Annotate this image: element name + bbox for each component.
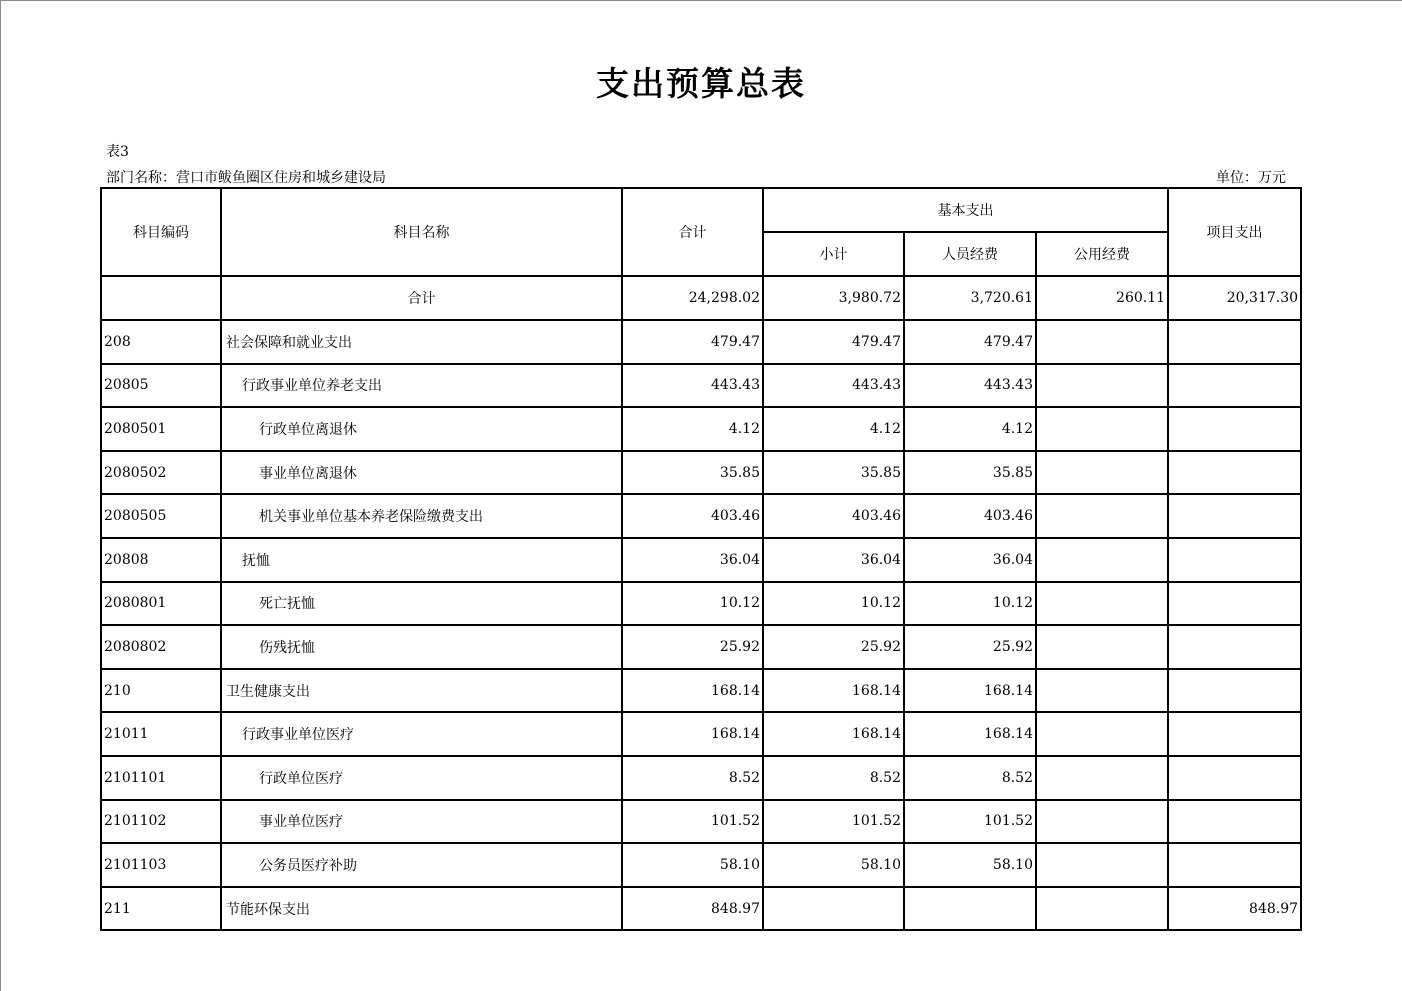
cell-subtotal: 25.92: [763, 625, 904, 669]
cell-code: 2080502: [101, 451, 221, 495]
cell-name: 机关事业单位基本养老保险缴费支出: [221, 494, 622, 538]
cell-project: [1168, 451, 1301, 495]
cell-code: 2080802: [101, 625, 221, 669]
budget-table: [100, 187, 1302, 931]
cell-name: 伤残抚恤: [221, 625, 622, 669]
cell-project: [1168, 364, 1301, 408]
cell-subtotal: 168.14: [763, 712, 904, 756]
cell-project: [1168, 407, 1301, 451]
cell-public: [1036, 756, 1168, 800]
cell-public: [1036, 407, 1168, 451]
cell-personnel: 479.47: [904, 320, 1036, 364]
cell-public: [1036, 494, 1168, 538]
cell-code: 2101103: [101, 843, 221, 887]
table-row: [101, 538, 1301, 582]
cell-name: 事业单位离退休: [221, 451, 622, 495]
table-row: [101, 407, 1301, 451]
cell-name: 社会保障和就业支出: [221, 320, 622, 364]
cell-subtotal: [763, 887, 904, 931]
cell-subtotal: 58.10: [763, 843, 904, 887]
cell-personnel: [904, 887, 1036, 931]
table-row: [101, 582, 1301, 626]
frame-border-left: [0, 0, 1, 991]
total-code: [101, 276, 221, 320]
cell-public: [1036, 538, 1168, 582]
cell-subtotal: 10.12: [763, 582, 904, 626]
cell-total: 4.12: [622, 407, 763, 451]
cell-name: 死亡抚恤: [221, 582, 622, 626]
cell-total: 25.92: [622, 625, 763, 669]
cell-project: [1168, 582, 1301, 626]
total-row: [101, 276, 1301, 320]
header-basic: 基本支出: [763, 188, 1168, 232]
cell-personnel: 58.10: [904, 843, 1036, 887]
cell-personnel: 35.85: [904, 451, 1036, 495]
cell-code: 2101102: [101, 800, 221, 844]
cell-name: 行政事业单位医疗: [221, 712, 622, 756]
table-row: [101, 451, 1301, 495]
table-row: [101, 364, 1301, 408]
cell-project: [1168, 712, 1301, 756]
cell-code: 2080501: [101, 407, 221, 451]
table-row: [101, 843, 1301, 887]
table-row: [101, 800, 1301, 844]
cell-code: 2080801: [101, 582, 221, 626]
cell-total: 8.52: [622, 756, 763, 800]
cell-personnel: 8.52: [904, 756, 1036, 800]
total-subtotal: 3,980.72: [763, 276, 904, 320]
cell-total: 848.97: [622, 887, 763, 931]
table-row: [101, 887, 1301, 931]
cell-subtotal: 403.46: [763, 494, 904, 538]
table-number: 表3: [106, 144, 129, 160]
unit-label: 单位：万元: [1216, 170, 1286, 186]
total-total: 24,298.02: [622, 276, 763, 320]
cell-project: [1168, 669, 1301, 713]
cell-name: 卫生健康支出: [221, 669, 622, 713]
cell-project: [1168, 625, 1301, 669]
total-public: 260.11: [1036, 276, 1168, 320]
header-total: 合计: [622, 188, 763, 276]
cell-subtotal: 168.14: [763, 669, 904, 713]
cell-personnel: 101.52: [904, 800, 1036, 844]
cell-total: 443.43: [622, 364, 763, 408]
cell-total: 403.46: [622, 494, 763, 538]
cell-name: 行政事业单位养老支出: [221, 364, 622, 408]
cell-public: [1036, 800, 1168, 844]
cell-name: 公务员医疗补助: [221, 843, 622, 887]
frame-border-top: [0, 0, 1402, 1]
table-row: [101, 494, 1301, 538]
cell-project: [1168, 756, 1301, 800]
cell-personnel: 36.04: [904, 538, 1036, 582]
cell-total: 35.85: [622, 451, 763, 495]
cell-subtotal: 479.47: [763, 320, 904, 364]
page-title: 支出预算总表: [596, 64, 806, 103]
cell-subtotal: 4.12: [763, 407, 904, 451]
table-row: [101, 712, 1301, 756]
total-personnel: 3,720.61: [904, 276, 1036, 320]
cell-personnel: 4.12: [904, 407, 1036, 451]
cell-total: 168.14: [622, 712, 763, 756]
cell-name: 抚恤: [221, 538, 622, 582]
cell-public: [1036, 843, 1168, 887]
cell-code: 2080505: [101, 494, 221, 538]
cell-code: 208: [101, 320, 221, 364]
department-name: 部门名称：营口市鲅鱼圈区住房和城乡建设局: [106, 170, 386, 186]
header-personnel: 人员经费: [904, 232, 1036, 276]
cell-code: 210: [101, 669, 221, 713]
header-code: 科目编码: [101, 188, 221, 276]
cell-project: 848.97: [1168, 887, 1301, 931]
cell-public: [1036, 887, 1168, 931]
table-row: [101, 756, 1301, 800]
cell-public: [1036, 364, 1168, 408]
total-name: 合计: [221, 276, 622, 320]
header-project: 项目支出: [1168, 188, 1301, 276]
cell-public: [1036, 625, 1168, 669]
cell-project: [1168, 538, 1301, 582]
table-row: [101, 669, 1301, 713]
cell-subtotal: 36.04: [763, 538, 904, 582]
cell-personnel: 168.14: [904, 669, 1036, 713]
cell-subtotal: 35.85: [763, 451, 904, 495]
header-public: 公用经费: [1036, 232, 1168, 276]
cell-code: 20805: [101, 364, 221, 408]
cell-total: 168.14: [622, 669, 763, 713]
cell-personnel: 10.12: [904, 582, 1036, 626]
cell-total: 10.12: [622, 582, 763, 626]
cell-subtotal: 101.52: [763, 800, 904, 844]
cell-project: [1168, 800, 1301, 844]
header-subtotal: 小计: [763, 232, 904, 276]
cell-name: 节能环保支出: [221, 887, 622, 931]
cell-project: [1168, 320, 1301, 364]
table-row: [101, 320, 1301, 364]
total-project: 20,317.30: [1168, 276, 1301, 320]
cell-public: [1036, 451, 1168, 495]
cell-total: 58.10: [622, 843, 763, 887]
cell-subtotal: 8.52: [763, 756, 904, 800]
cell-name: 行政单位离退休: [221, 407, 622, 451]
cell-personnel: 25.92: [904, 625, 1036, 669]
cell-code: 2101101: [101, 756, 221, 800]
cell-code: 21011: [101, 712, 221, 756]
table-row: [101, 625, 1301, 669]
cell-project: [1168, 843, 1301, 887]
cell-name: 事业单位医疗: [221, 800, 622, 844]
cell-public: [1036, 320, 1168, 364]
header-row-1: [101, 188, 1301, 232]
cell-total: 36.04: [622, 538, 763, 582]
cell-personnel: 403.46: [904, 494, 1036, 538]
cell-code: 20808: [101, 538, 221, 582]
cell-public: [1036, 582, 1168, 626]
cell-total: 101.52: [622, 800, 763, 844]
cell-personnel: 443.43: [904, 364, 1036, 408]
cell-public: [1036, 669, 1168, 713]
cell-name: 行政单位医疗: [221, 756, 622, 800]
cell-total: 479.47: [622, 320, 763, 364]
header-name: 科目名称: [221, 188, 622, 276]
cell-project: [1168, 494, 1301, 538]
cell-code: 211: [101, 887, 221, 931]
cell-personnel: 168.14: [904, 712, 1036, 756]
cell-subtotal: 443.43: [763, 364, 904, 408]
cell-public: [1036, 712, 1168, 756]
